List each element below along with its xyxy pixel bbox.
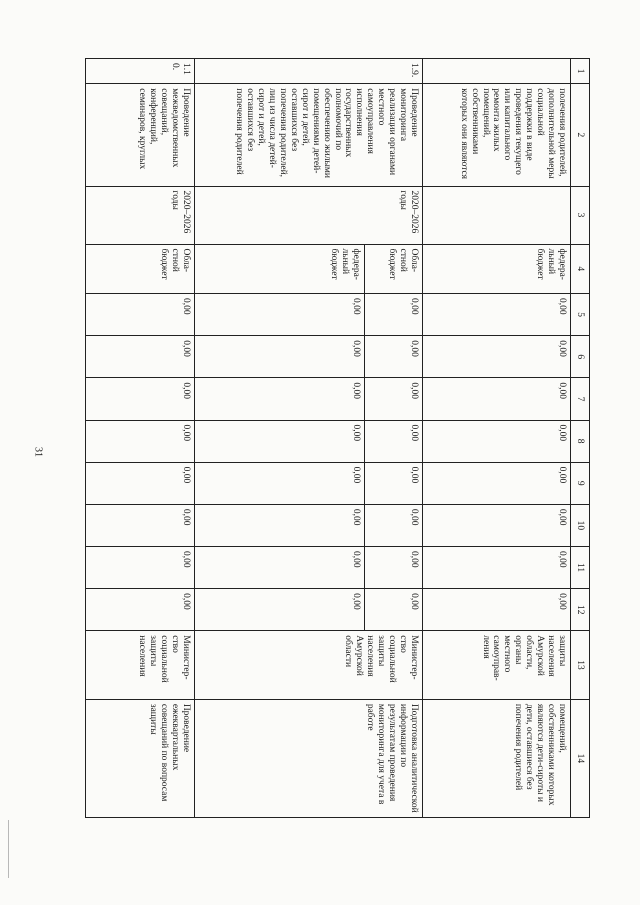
header-cell: 8 [571,420,590,462]
num-cell: 1.9. [195,59,423,84]
result-cell: помещений, собственниками которых являются дети-сироты и дети, оставшиеся без попечения родителей [423,699,571,817]
value-cell: 0,00 [365,504,423,546]
header-cell: 11 [571,546,590,588]
result-cell: Проведение ежеквартальных совещаний по вопросам защиты [86,699,195,817]
value-cell: 0,00 [423,589,571,631]
value-cell: 0,00 [195,336,365,378]
num-cell [423,59,571,84]
table-row-1-10 [86,59,195,818]
value-cell: 0,00 [195,420,365,462]
header-cell: 1 [571,59,590,84]
value-cell: 0,00 [423,504,571,546]
value-cell: 0,00 [86,546,195,588]
value-cell: 0,00 [365,546,423,588]
value-cell: 0,00 [86,504,195,546]
value-cell: 0,00 [195,546,365,588]
executor-cell: Министер-ство социальной защиты населения Амурской области [195,631,423,700]
header-cell: 3 [571,186,590,244]
value-cell: 0,00 [423,294,571,336]
source-cell: федера-льный бюджет [423,244,571,294]
value-cell: 0,00 [365,336,423,378]
header-cell: 12 [571,589,590,631]
header-cell: 7 [571,378,590,420]
header-cell: 6 [571,336,590,378]
executor-cell: защиты населения Амурской области, органы местного самоуправ-ления [423,631,571,700]
header-cell: 2 [571,84,590,186]
scan-edge-mark [8,820,9,878]
source-cell: Обла-стной бюджет [365,244,423,294]
header-cell: 5 [571,294,590,336]
source-cell: Обла-стной бюджет [86,244,195,294]
period-cell [423,186,571,244]
value-cell: 0,00 [423,336,571,378]
header-cell: 10 [571,504,590,546]
value-cell: 0,00 [86,589,195,631]
value-cell: 0,00 [365,378,423,420]
table-row-continued [423,59,571,818]
activity-cell: Проведение межведомственных совещаний, конференций, семинаров, круглых [86,84,195,186]
header-cell: 9 [571,462,590,504]
value-cell: 0,00 [365,589,423,631]
value-cell: 0,00 [365,420,423,462]
activity-cell: Проведение мониторинга реализации органами местного самоуправления исполнения государственных полномочий по обеспечению жилыми помещениями детей-сирот и детей, оставшихся без попечения родителей, лиц из числа детей-сирот и детей, оставшихся без попечения родителей [195,84,423,186]
value-cell: 0,00 [195,504,365,546]
period-cell: 2020–2026 годы [195,186,423,244]
value-cell: 0,00 [195,378,365,420]
value-cell: 0,00 [365,294,423,336]
source-cell: федера-льный бюджет [195,244,365,294]
activity-cell: полечения родителей, дополнительной меры социальной поддержки в виде проведения текущего или капитального ремонта жилых помещений, собственниками которых они являются [423,84,571,186]
value-cell: 0,00 [423,462,571,504]
value-cell: 0,00 [195,294,365,336]
result-cell: Подготовка аналитической информации по результатам проведения мониторинга для учета в работе [195,699,423,817]
executor-cell: Министер-ство социальной защиты населения [86,631,195,700]
value-cell: 0,00 [86,420,195,462]
value-cell: 0,00 [195,589,365,631]
value-cell: 0,00 [195,462,365,504]
header-cell: 4 [571,244,590,294]
table-row-1-9 [365,59,423,818]
table-rotator [85,58,590,818]
num-cell: 1.10. [86,59,195,84]
program-table [85,58,590,818]
period-cell: 2020–2026 годы [86,186,195,244]
value-cell: 0,00 [86,378,195,420]
rotated-content [85,58,590,818]
value-cell: 0,00 [423,378,571,420]
value-cell: 0,00 [86,462,195,504]
header-row [571,59,590,818]
value-cell: 0,00 [365,462,423,504]
page-number: 31 [32,447,44,457]
value-cell: 0,00 [86,294,195,336]
value-cell: 0,00 [423,546,571,588]
header-cell: 13 [571,631,590,700]
value-cell: 0,00 [423,420,571,462]
header-cell: 14 [571,699,590,817]
value-cell: 0,00 [86,336,195,378]
